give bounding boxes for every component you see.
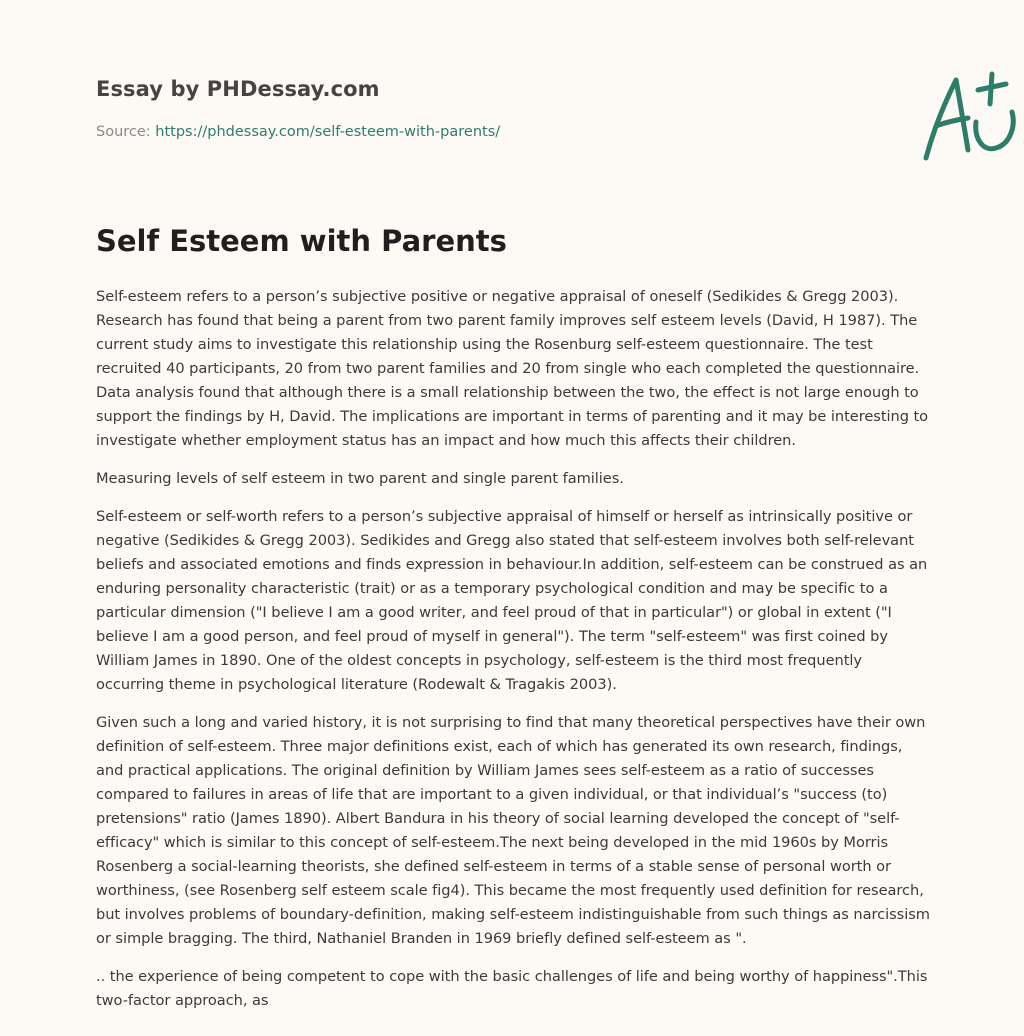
site-brand: Essay by PHDessay.com [96, 77, 380, 101]
paragraph: Measuring levels of self esteem in two parent and single parent families. [96, 470, 624, 487]
paragraph: .. the experience of being competent to cope with the basic challenges of life and being worthy of happiness".This two-factor approach, as [96, 968, 928, 1009]
article-body [96, 285, 932, 1027]
article-title: Self Esteem with Parents [96, 224, 507, 258]
paragraph: Given such a long and varied history, it is not surprising to find that many theoretical perspectives have their own definition of self-esteem. Three major definitions exist, each of which has generated its own research, findings, and practical applications. The original definition by William James sees self-esteem as a ratio of successes compared to failures in areas of life that are important to a given individual, or that individual’s "success (to) pretensions" ratio (James 1890). Albert Bandura in his theory of social learning developed the concept of "self-efficacy" which is similar to this concept of self-esteem.The next being developed in the mid 1960s by Morris Rosenberg a social-learning theorists, she defined self-esteem in terms of a stable sense of personal worth or worthiness, (see Rosenberg self esteem scale fig4). This became the most frequently used definition for research, but involves problems of boundary-definition, making self-esteem indistinguishable from such things as narcissism or simple bragging. The third, Nathaniel Branden in 1969 briefly defined self-esteem as ". [96, 714, 930, 947]
paragraph: Self-esteem or self-worth refers to a person’s subjective appraisal of himself or herself as intrinsically positive or negative (Sedikides & Gregg 2003). Sedikides and Gregg also stated that self-esteem involves both self-relevant beliefs and associated emotions and finds expression in behaviour.In addition, self-esteem can be construed as an enduring personality characteristic (trait) or as a temporary psychological condition and may be specific to a particular dimension ("I believe I am a good writer, and feel proud of that in particular") or global in extent ("I believe I am a good person, and feel proud of myself in general"). The term "self-esteem" was first coined by William James in 1890. One of the oldest concepts in psychology, self-esteem is the third most frequently occurring theme in psychological literature (Rodewalt & Tragakis 2003). [96, 508, 928, 693]
source-link[interactable]: https://phdessay.com/self-esteem-with-parents/ [155, 124, 501, 140]
a-plus-grade-icon [920, 68, 1022, 164]
source-line [96, 124, 500, 140]
source-label: Source: [96, 124, 156, 140]
paragraph: Self-esteem refers to a person’s subjective positive or negative appraisal of oneself (Sedikides & Gregg 2003). Research has found that being a parent from two parent family improves self esteem levels (David, H 1987). The current study aims to investigate this relationship using the Rosenburg self-esteem questionnaire. The test recruited 40 participants, 20 from two parent families and 20 from single who each completed the questionnaire. Data analysis found that although there is a small relationship between the two, the effect is not large enough to support the findings by H, David. The implications are important in terms of parenting and it may be interesting to investigate whether employment status has an impact and how much this affects their children. [96, 288, 929, 449]
